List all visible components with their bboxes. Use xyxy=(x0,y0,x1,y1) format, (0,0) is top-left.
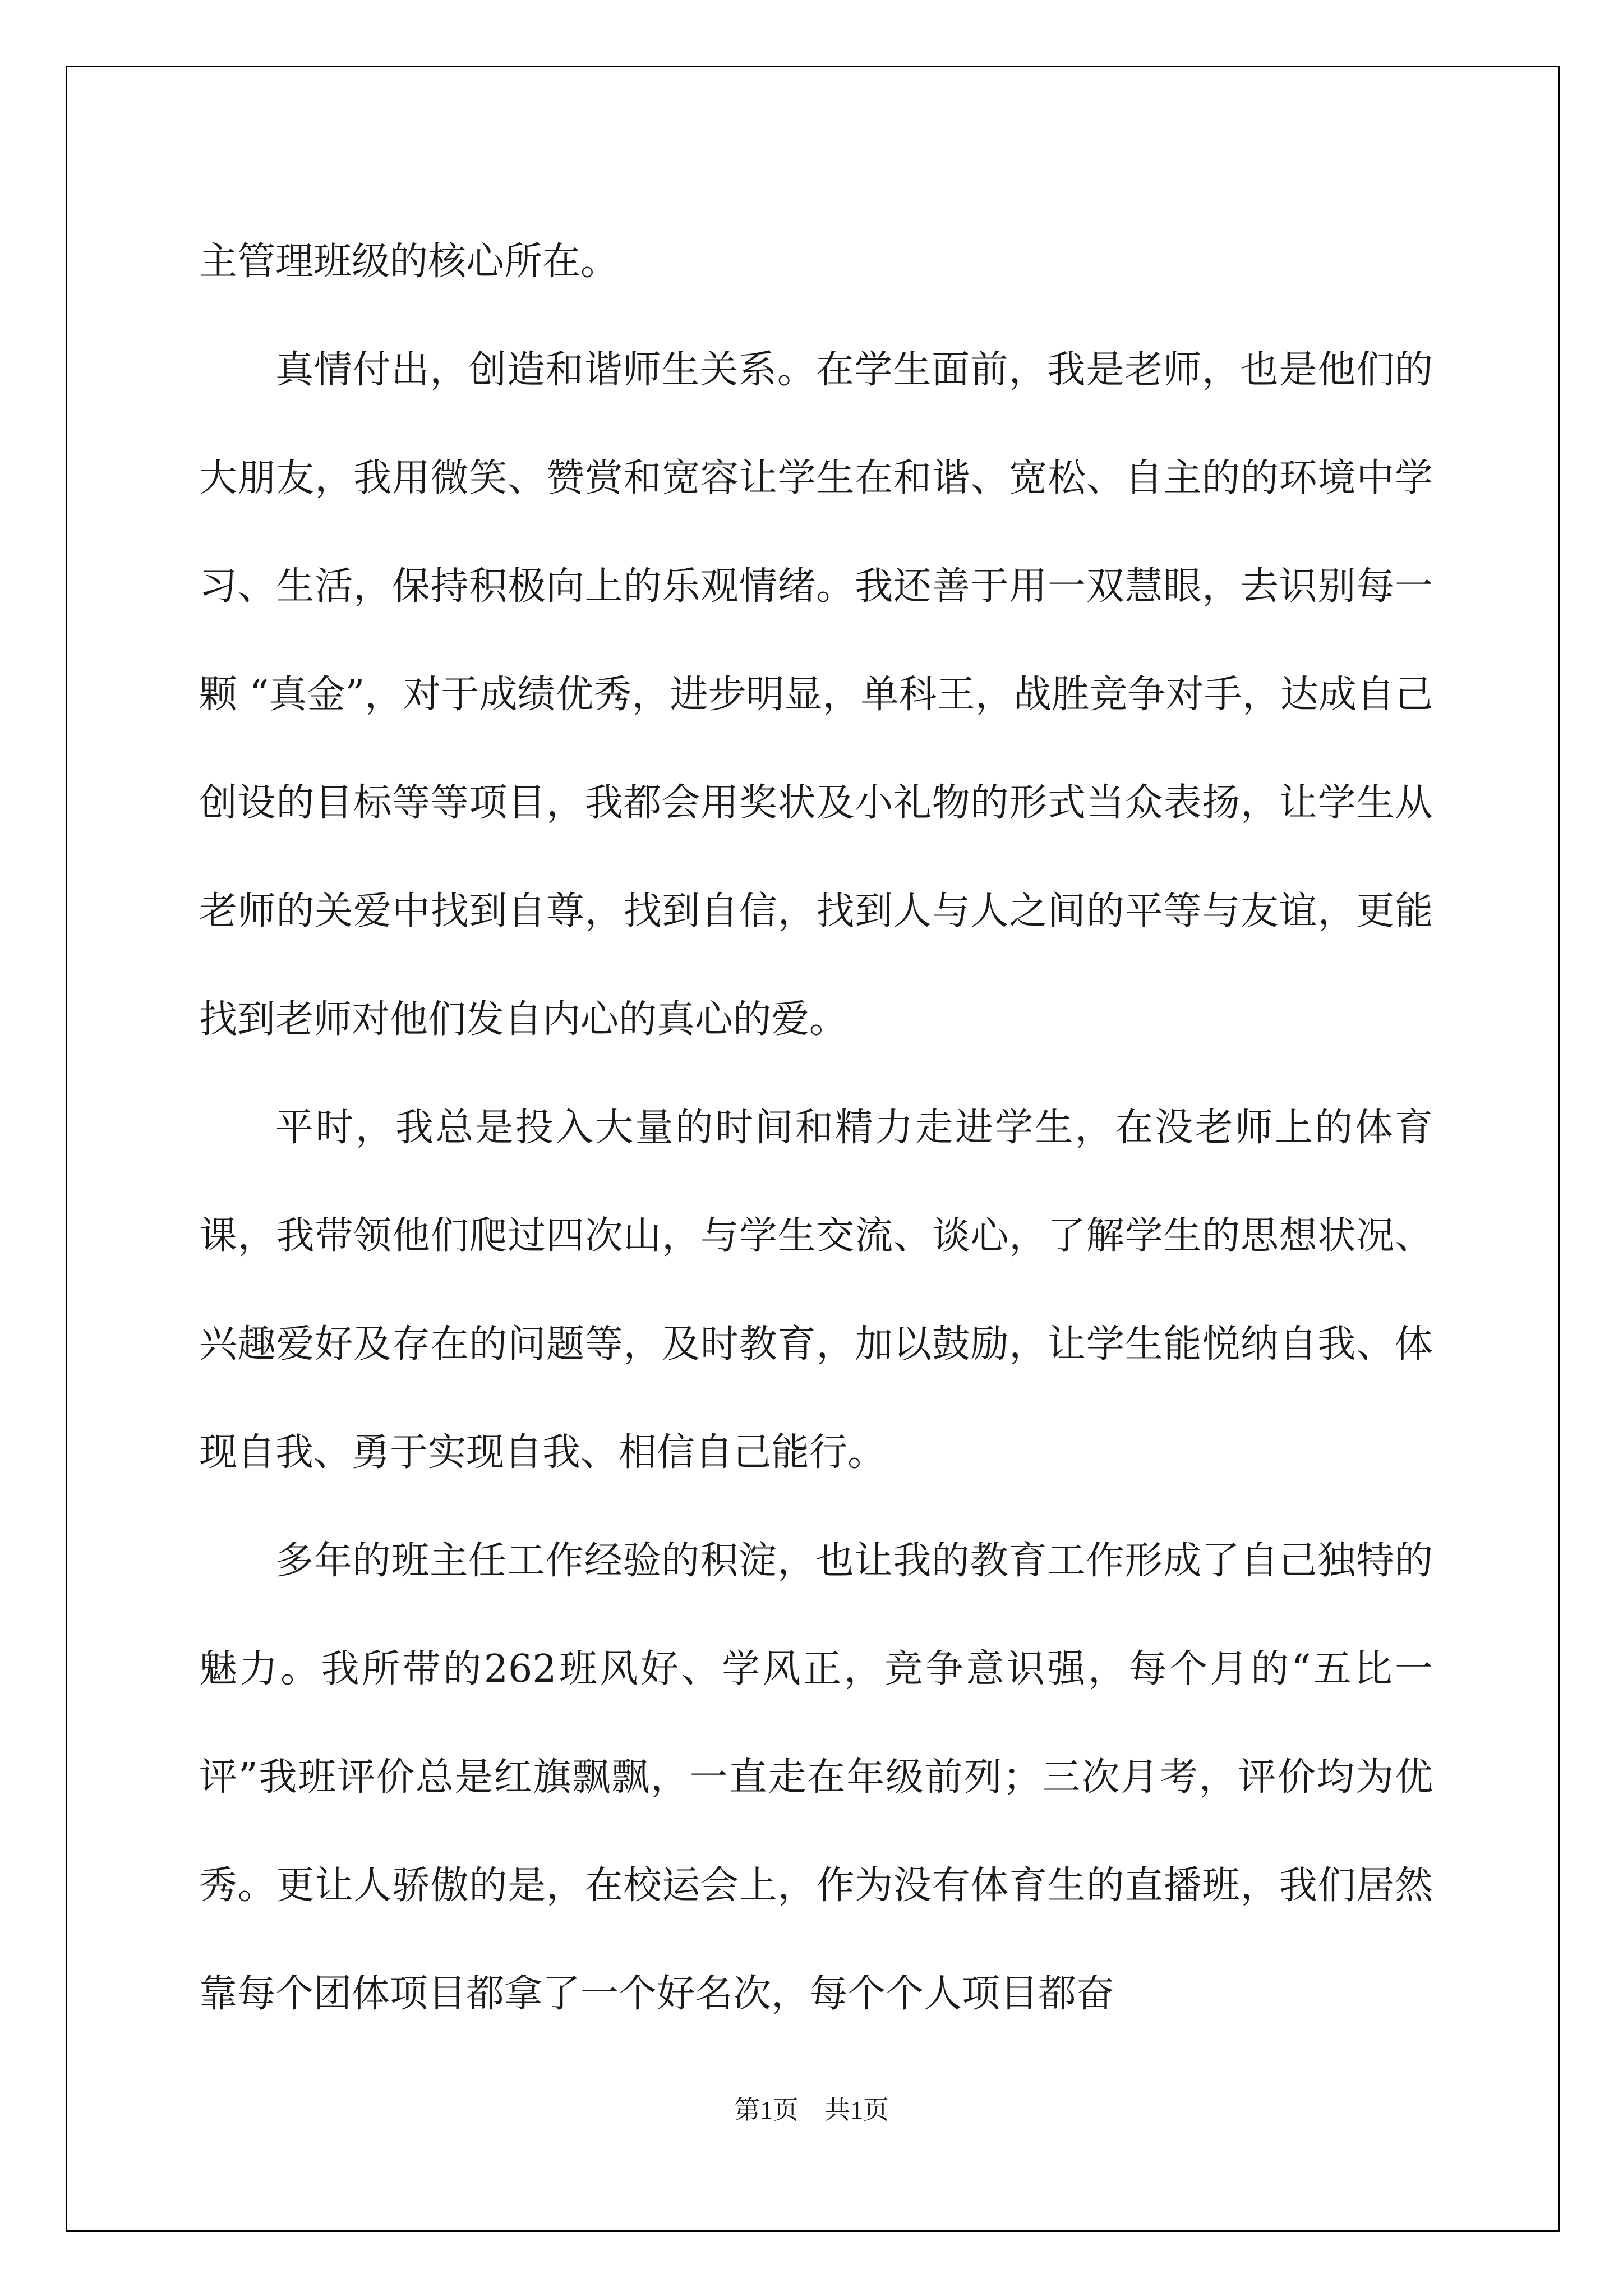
page-number-total: 共1页 xyxy=(824,2096,889,2124)
page-number-current: 第1页 xyxy=(734,2096,799,2124)
page-footer xyxy=(0,2090,1623,2127)
paragraph-2: 真情付出，创造和谐师生关系。在学生面前，我是老师，也是他们的大朋友，我用微笑、赞赏和宽容让学生在和谐、宽松、自主的的环境中学习、生活，保持积极向上的乐观情绪。我还善于用一双慧眼，去识别每一颗 “真金”，对于成绩优秀，进步明显，单科王，战胜竞争对手，达成自己创设的目标等等项目，我都会用奖状及小礼物的形式当众表扬，让学生从老师的关爱中找到自尊，找到自信，找到人与人之间的平等与友谊，更能找到老师对他们发自内心的真心的爱。 xyxy=(199,348,1433,1042)
paragraph-4: 多年的班主任工作经验的积淀，也让我的教育工作形成了自己独特的魅力。我所带的262班风好、学风正，竞争意识强，每个月的“五比一评”我班评价总是红旗飘飘，一直走在年级前列；三次月考，评价均为优秀。更让人骄傲的是，在校运会上，作为没有体育生的直播班，我们居然靠每个团体项目都拿了一个好名次，每个个人项目都奋 xyxy=(199,1539,1433,2016)
document-body xyxy=(199,208,1433,2048)
paragraph-1: 主管理班级的核心所在。 xyxy=(199,240,619,284)
paragraph-3: 平时，我总是投入大量的时间和精力走进学生，在没老师上的体育课，我带领他们爬过四次山，与学生交流、谈心，了解学生的思想状况、兴趣爱好及存在的问题等，及时教育，加以鼓励，让学生能悦纳自我、体现自我、勇于实现自我、相信自己能行。 xyxy=(199,1106,1433,1475)
